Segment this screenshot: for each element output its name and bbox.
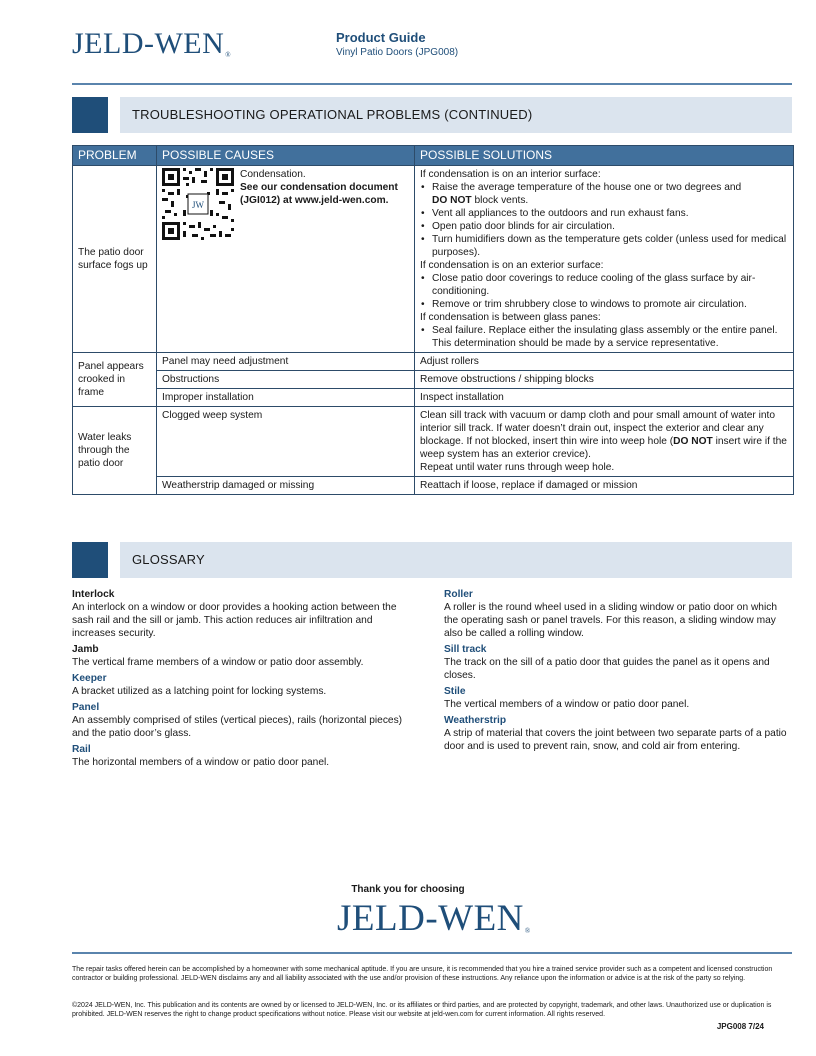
solution-cell: Remove obstructions / shipping blocks [415, 371, 794, 389]
glossary-term: Roller [444, 589, 473, 600]
problem-cell: Panel appears crooked in frame [73, 353, 157, 407]
guide-subtitle: Vinyl Patio Doors (JPG008) [336, 47, 459, 58]
glossary-term: Jamb [72, 644, 99, 655]
list-item: • Open patio door blinds for air circulation. [420, 220, 788, 233]
cause-cell: Panel may need adjustment [157, 353, 415, 371]
thank-you-text: Thank you for choosing [351, 884, 465, 895]
qr-code-icon [162, 168, 234, 240]
glossary-term: Panel [72, 702, 100, 713]
solution-cell: Adjust rollers [415, 353, 794, 371]
glossary-definition: An assembly comprised of stiles (vertical pieces), rails (horizontal pieces) and the patio door’s glass. [72, 715, 403, 739]
table-header-row [73, 146, 794, 166]
table-row [73, 389, 794, 407]
footer-divider [72, 952, 792, 954]
qr-code-label: JW [192, 200, 204, 210]
problem-cell: The patio door surface fogs up [73, 166, 157, 353]
condensation-doc-link[interactable]: See our condensation document (JGI012) at www.jeld-wen.com. [240, 182, 398, 206]
guide-title: Product Guide [336, 30, 426, 45]
cause-text: Condensation. [240, 169, 306, 180]
glossary-term: Sill track [444, 644, 487, 655]
glossary-definition: A roller is the round wheel used in a sliding window or patio door on which the operating sash or panel travels. For this reason, a sliding window may also be called a rolling window. [444, 602, 777, 639]
solution-cell: Reattach if loose, replace if damaged or mission [415, 477, 794, 495]
glossary-right-column [444, 585, 792, 754]
glossary-definition: The vertical members of a window or patio door panel. [444, 699, 690, 710]
glossary-definition: A strip of material that covers the joint between two separate parts of a patio door and is used to prevent rain, snow, and cold air from entering. [444, 728, 787, 752]
glossary-definition: The track on the sill of a patio door that guides the panel as it opens and closes. [444, 657, 770, 681]
exterior-intro: If condensation is on an exterior surface: [420, 260, 604, 271]
table-row [73, 166, 794, 353]
cause-cell: Improper installation [157, 389, 415, 407]
header-divider [72, 83, 792, 85]
glossary-term: Rail [72, 744, 91, 755]
document-number: JPG008 7/24 [716, 1022, 764, 1031]
glossary-definition: The horizontal members of a window or patio door panel. [72, 757, 330, 768]
problem-cell: Water leaks through the patio door [73, 407, 157, 495]
solution-cell [415, 166, 794, 353]
section-heading-bar [120, 97, 792, 133]
weep-repeat: Repeat until water runs through weep hole. [420, 462, 615, 473]
column-header-solutions: POSSIBLE SOLUTIONS [415, 146, 794, 166]
weep-solution: Clean sill track with vacuum or damp cloth and pour small amount of water into interior sill track. If water doesn’t drain out, inspect the exterior and clear any blockage. If not blocked, insert thin wire into weep hole (DO NOT insert wire if the weep system has an exterior crevice). [420, 410, 787, 460]
table-row [73, 477, 794, 495]
cause-cell: Weatherstrip damaged or missing [157, 477, 415, 495]
section-marker [72, 97, 108, 133]
cause-cell: Obstructions [157, 371, 415, 389]
cause-cell: Clogged weep system [157, 407, 415, 477]
glossary-definition: A bracket utilized as a latching point for locking systems. [72, 686, 327, 697]
section-heading: TROUBLESHOOTING OPERATIONAL PROBLEMS (CONTINUED) [132, 107, 533, 122]
cause-cell [157, 166, 415, 353]
glossary-term: Stile [444, 686, 466, 697]
list-item: • Vent all appliances to the outdoors and run exhaust fans. [420, 207, 788, 220]
glossary-definition: The vertical frame members of a window or patio door assembly. [72, 657, 364, 668]
glossary-left-column [72, 585, 412, 770]
table-row [73, 407, 794, 477]
solution-cell: Inspect installation [415, 389, 794, 407]
glossary-definition: An interlock on a window or door provides a hooking action between the sash rail and the sill or jamb. This action reduces air infiltration and increases security. [72, 602, 397, 639]
list-item: • Remove or trim shrubbery close to windows to promote air circulation. [420, 298, 788, 311]
glossary-term: Keeper [72, 673, 107, 684]
jeld-wen-logo: JELD-WEN® [72, 27, 232, 60]
list-item: • Close patio door coverings to reduce cooling of the glass surface by air-conditioning. [420, 272, 788, 298]
condensation-cause [240, 168, 409, 240]
solution-cell [415, 407, 794, 477]
list-item: • Seal failure. Replace either the insulating glass assembly or the entire panel. This determination should be made by a service representative. [420, 324, 788, 350]
troubleshooting-table [72, 145, 794, 495]
list-item: • Turn humidifiers down as the temperature gets colder (unless used for medical purposes). [420, 233, 788, 259]
interior-intro: If condensation is on an interior surface: [420, 169, 601, 180]
section-marker [72, 542, 108, 578]
glossary-term: Weatherstrip [444, 715, 507, 726]
copyright-text: ©2024 JELD-WEN, Inc. This publication and its contents are owned by or licensed to JELD-WEN, Inc. or its affiliates or third parties, and are protected by copyright, trademark, and other laws. Unauthorized use or duplication is prohibited. JELD-WEN reserves the right to change product specifications without notice. Please visit our website at jeld-wen.com for current information. All rights reserved. [72, 1002, 772, 1018]
column-header-problem: PROBLEM [73, 146, 157, 166]
disclaimer-text: The repair tasks offered herein can be accomplished by a homeowner with some mechanical aptitude. If you are unsure, it is recommended that you hire a trained service provider such as a competent and licensed construction contractor or building professional. JELD-WEN disclaims any and all liability associated with the use and/or provision of these instructions. Any reliance upon the information or advice is at the risk of the party so relying. [72, 966, 773, 982]
glossary-term: Interlock [72, 589, 115, 600]
table-row [73, 353, 794, 371]
table-row [73, 371, 794, 389]
between-intro: If condensation is between glass panes: [420, 312, 601, 323]
section-heading-bar [120, 542, 792, 578]
section-heading: GLOSSARY [132, 552, 205, 567]
jeld-wen-logo-footer: JELD-WEN® [337, 898, 531, 939]
column-header-causes: POSSIBLE CAUSES [157, 146, 415, 166]
list-item: • Raise the average temperature of the house one or two degrees and DO NOT block vents. [420, 181, 788, 207]
